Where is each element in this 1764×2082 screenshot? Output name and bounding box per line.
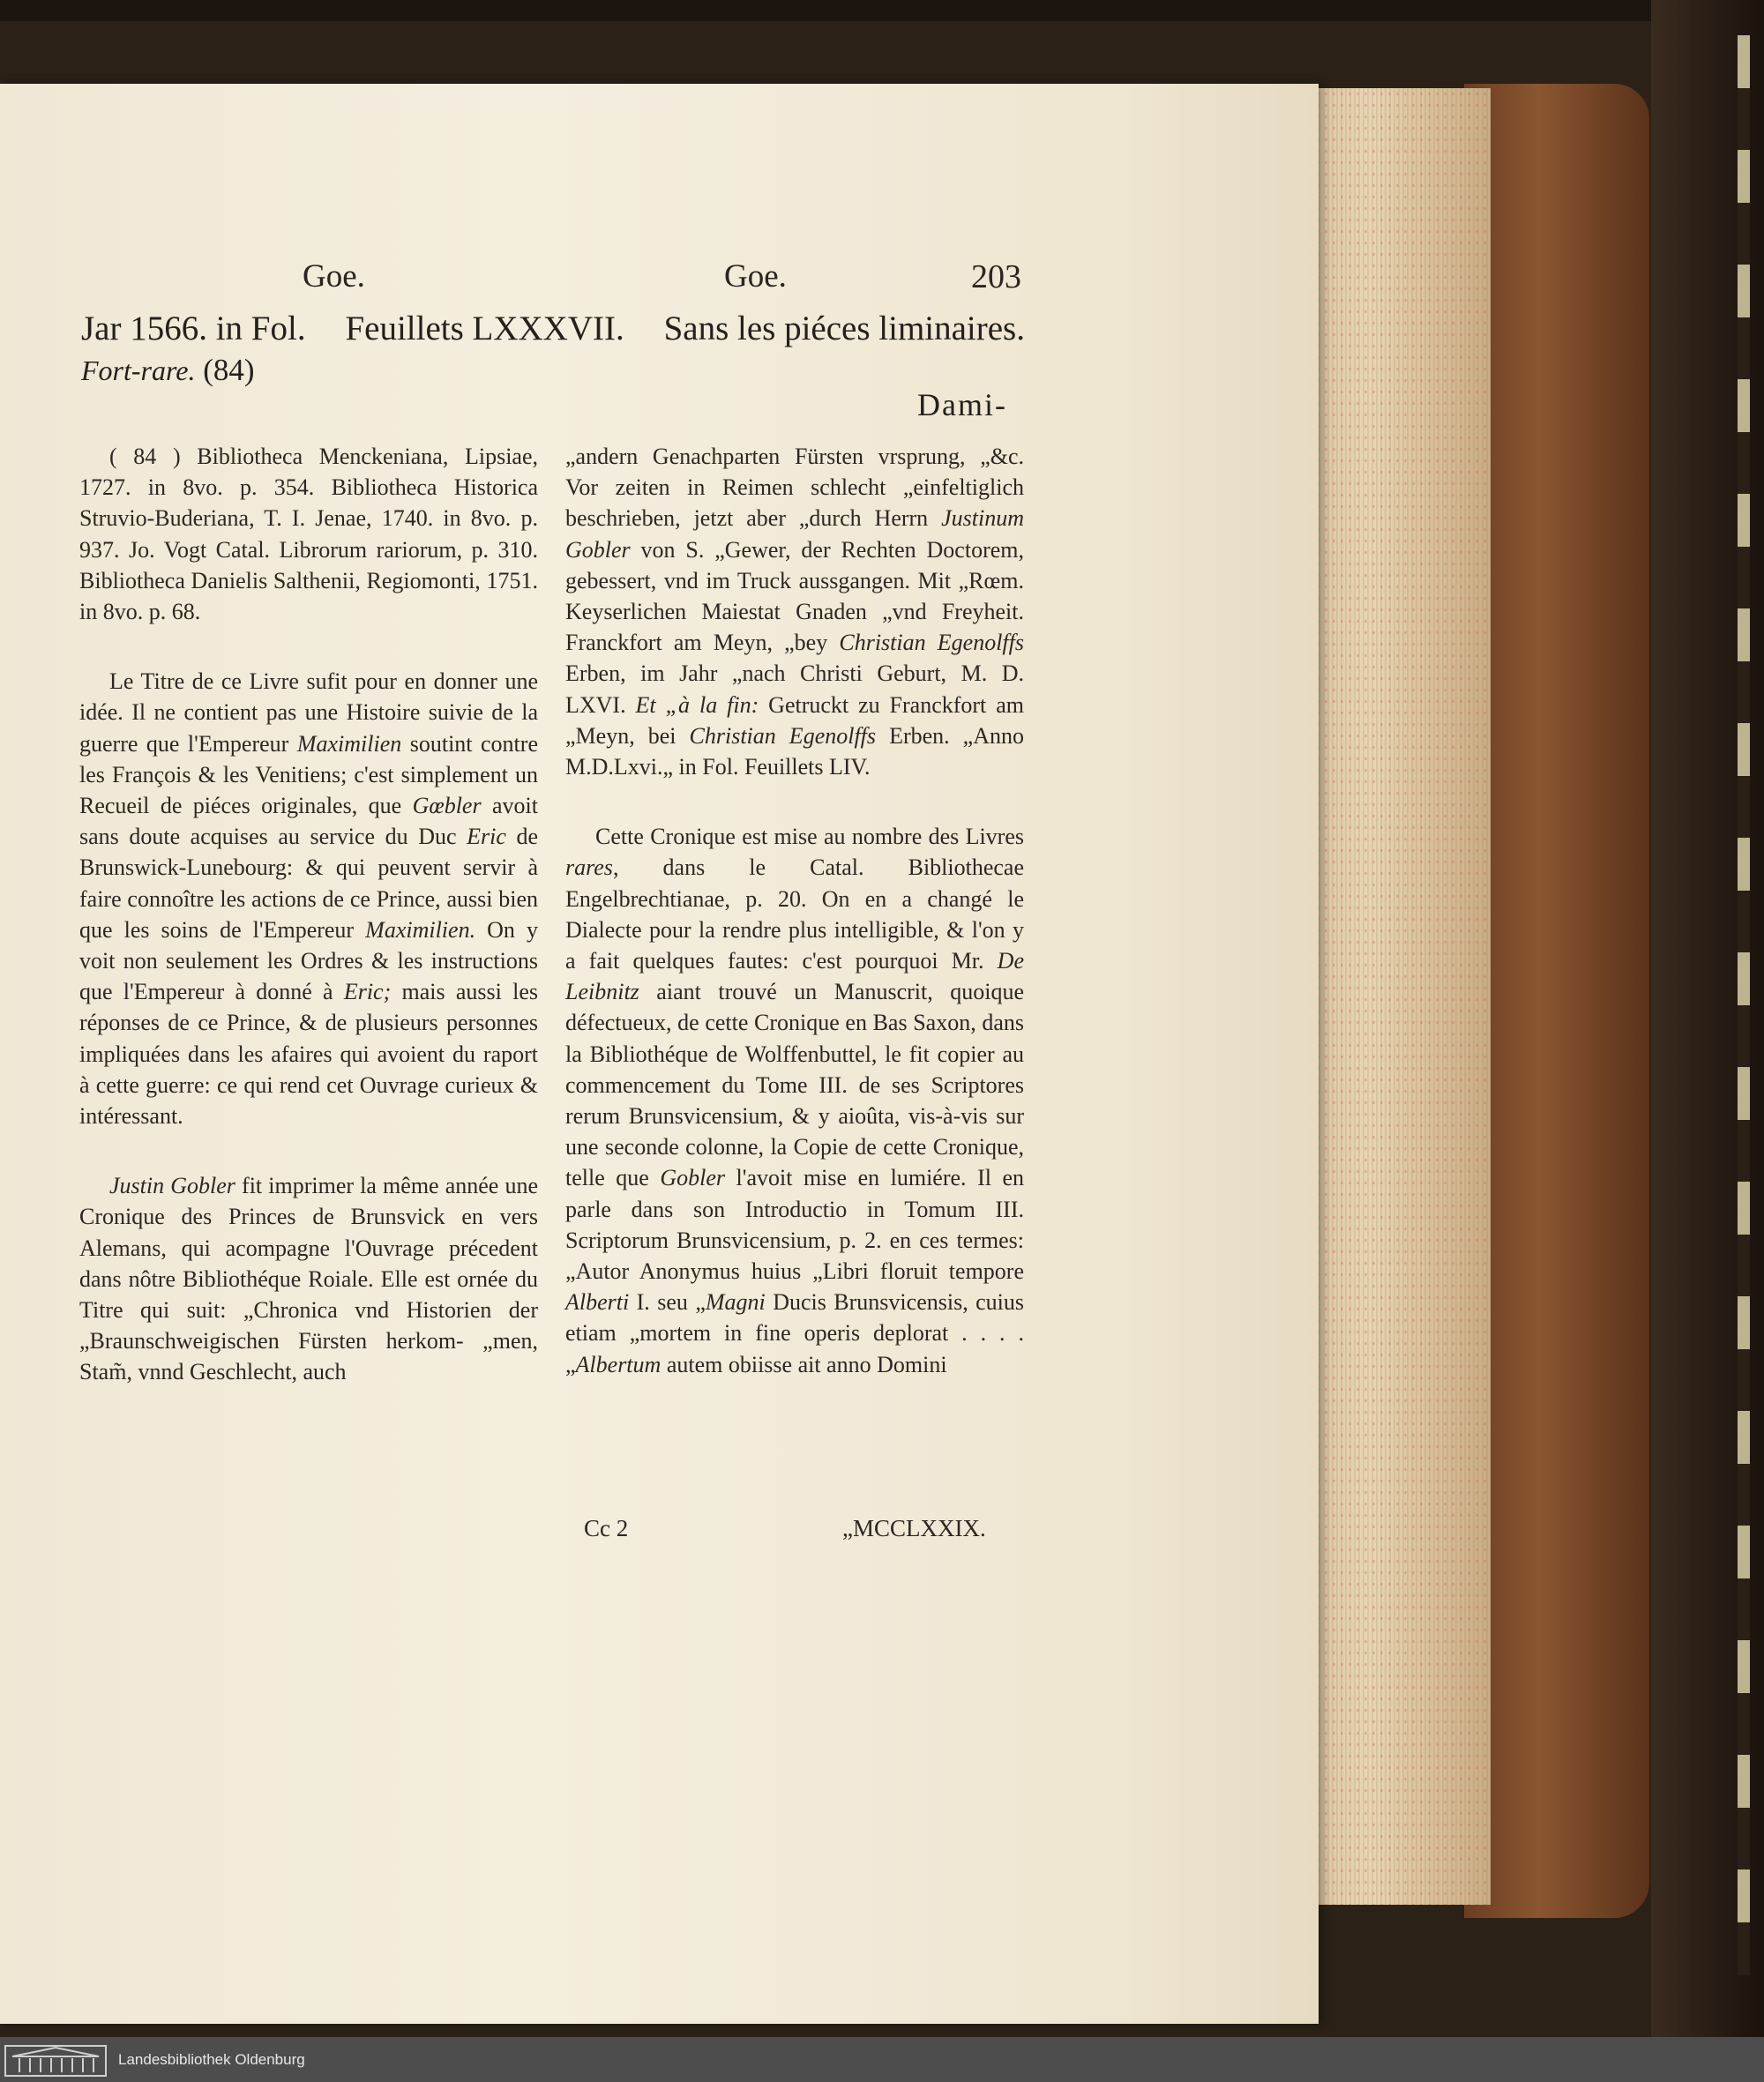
paragraph: Cette Cronique est mise au nombre des Livres rares, dans le Catal. Bibliothecae Engelbrechtianae, p. 20. On en a changé le Dialecte pour la rendre plus intelligible, & l'on y a fait quelques fautes: c'est pourquoi Mr. De Leibnitz aiant trouvé un Manuscrit, quoique défectueux, de cette Cronique en Bas Saxon, dans la Bibliothéque de Wolffenbuttel, le fit copier au commencement du Tome III. de ses Scriptores rerum Brunsvicensium, & y aioûta, vis-à-vis sur une seconde colonne, la Copie de cette Cronique, telle que Gobler l'avoit mise en lumiére. Il en parle dans son Introductio in Tomum III. Scriptorum Brunsvicensium, p. 2. en ces termes: „Autor Anonymus huius „Libri floruit tempore Alberti I. seu „Magni Ducis Brunsvicensis, cuius etiam „mortem in fine operis deplorat . . . . „Albertum autem obiisse ait anno Domini (565, 824, 1025, 1377)
library-building-icon (4, 2042, 108, 2078)
running-head-left: Goe. (303, 258, 365, 295)
title-line-2 (81, 353, 255, 388)
paragraph: Le Titre de ce Livre sufit pour en donner une idée. Il ne contient pas une Histoire suivie de la guerre que l'Empereur Maximilien soutint contre les François & les Venitiens; c'est simplement un Recueil de piéces originales, que Gœbler avoit sans doute acquises au service du Duc Eric de Brunswick-Lunebourg: & qui peuvent servir à faire connoître les actions de ce Prince, aussi bien que les soins de l'Empereur Maximilien. On y voit non seulement les Ordres & les instructions que l'Empereur à donné à Eric; mais aussi les réponses de ce Prince, & de plusieurs personnes impliquées dans les afaires qui avoient du raport à cette guerre: ce qui rend cet Ouvrage curieux & intéressant. (79, 668, 538, 1130)
title-part-3: Sans les piéces liminaires. (663, 310, 1025, 347)
scan-top-strip (0, 0, 1764, 21)
paragraph: „andern Genachparten Fürsten vrsprung, „&c. Vor zeiten in Reimen schlecht „einfeltiglich beschrieben, jetzt aber „durch Herrn Justinum Gobler von S. „Gewer, der Rechten Doctorem, gebessert, vnd im Truck aussgangen. Mit „Rœm. Keyserlichen Maiestat Gnaden „vnd Freyheit. Franckfort am Meyn, „bey Christian Egenolffs Erben, im Jahr „nach Christi Geburt, M. D. LXVI. Et „à la fin: Getruckt zu Franckfort am „Meyn, bei Christian Egenolffs Erben. „Anno M.D.Lxvi.„ in Fol. Feuillets LIV. (565, 444, 1024, 780)
footnote-ref: (84) (203, 353, 255, 387)
title-line-1 (81, 309, 1025, 348)
right-column (565, 441, 1024, 1419)
running-head-center: Goe. (724, 258, 787, 295)
page-number: 203 (971, 258, 1021, 295)
scan-ruler (1738, 35, 1750, 1975)
title-part-2: Feuillets LXXXVII. (345, 310, 624, 347)
title-rarity: Fort-rare. (81, 354, 196, 386)
title-part-1: Jar 1566. in Fol. (81, 310, 306, 347)
catchword-top: Dami- (917, 387, 1007, 422)
book-cover (1464, 84, 1649, 1918)
paragraph: Justin Gobler fit imprimer la même année une Cronique des Princes de Brunsvick en vers Alemans, qui acompagne l'Ouvrage précedent dans nôtre Bibliothéque Roiale. Elle est ornée du Titre qui suit: „Chronica vnd Historien der „Braunschweigischen Fürsten herkom- „men, Stam̃, vnnd Geschlecht, auch (79, 1173, 539, 1385)
library-name: Landesbibliothek Oldenburg (118, 2050, 305, 2068)
catchword-bottom: „MCCLXXIX. (842, 1515, 986, 1541)
watermark-bar (0, 2037, 1764, 2082)
page-edges (1314, 88, 1491, 1905)
signature-mark: Cc 2 (584, 1515, 629, 1541)
footnote-paragraph: ( 84 ) Bibliotheca Menckeniana, Lipsiae, 1727. in 8vo. p. 354. Bibliotheca Historica Struvio-Buderiana, T. I. Jenae, 1740. in 8vo. p. 937. Jo. Vogt Catal. Librorum rariorum, p. 310. Bibliotheca Danielis Salthenii, Regiomonti, 1751. in 8vo. p. 68. (79, 444, 538, 625)
left-column (79, 441, 538, 1427)
